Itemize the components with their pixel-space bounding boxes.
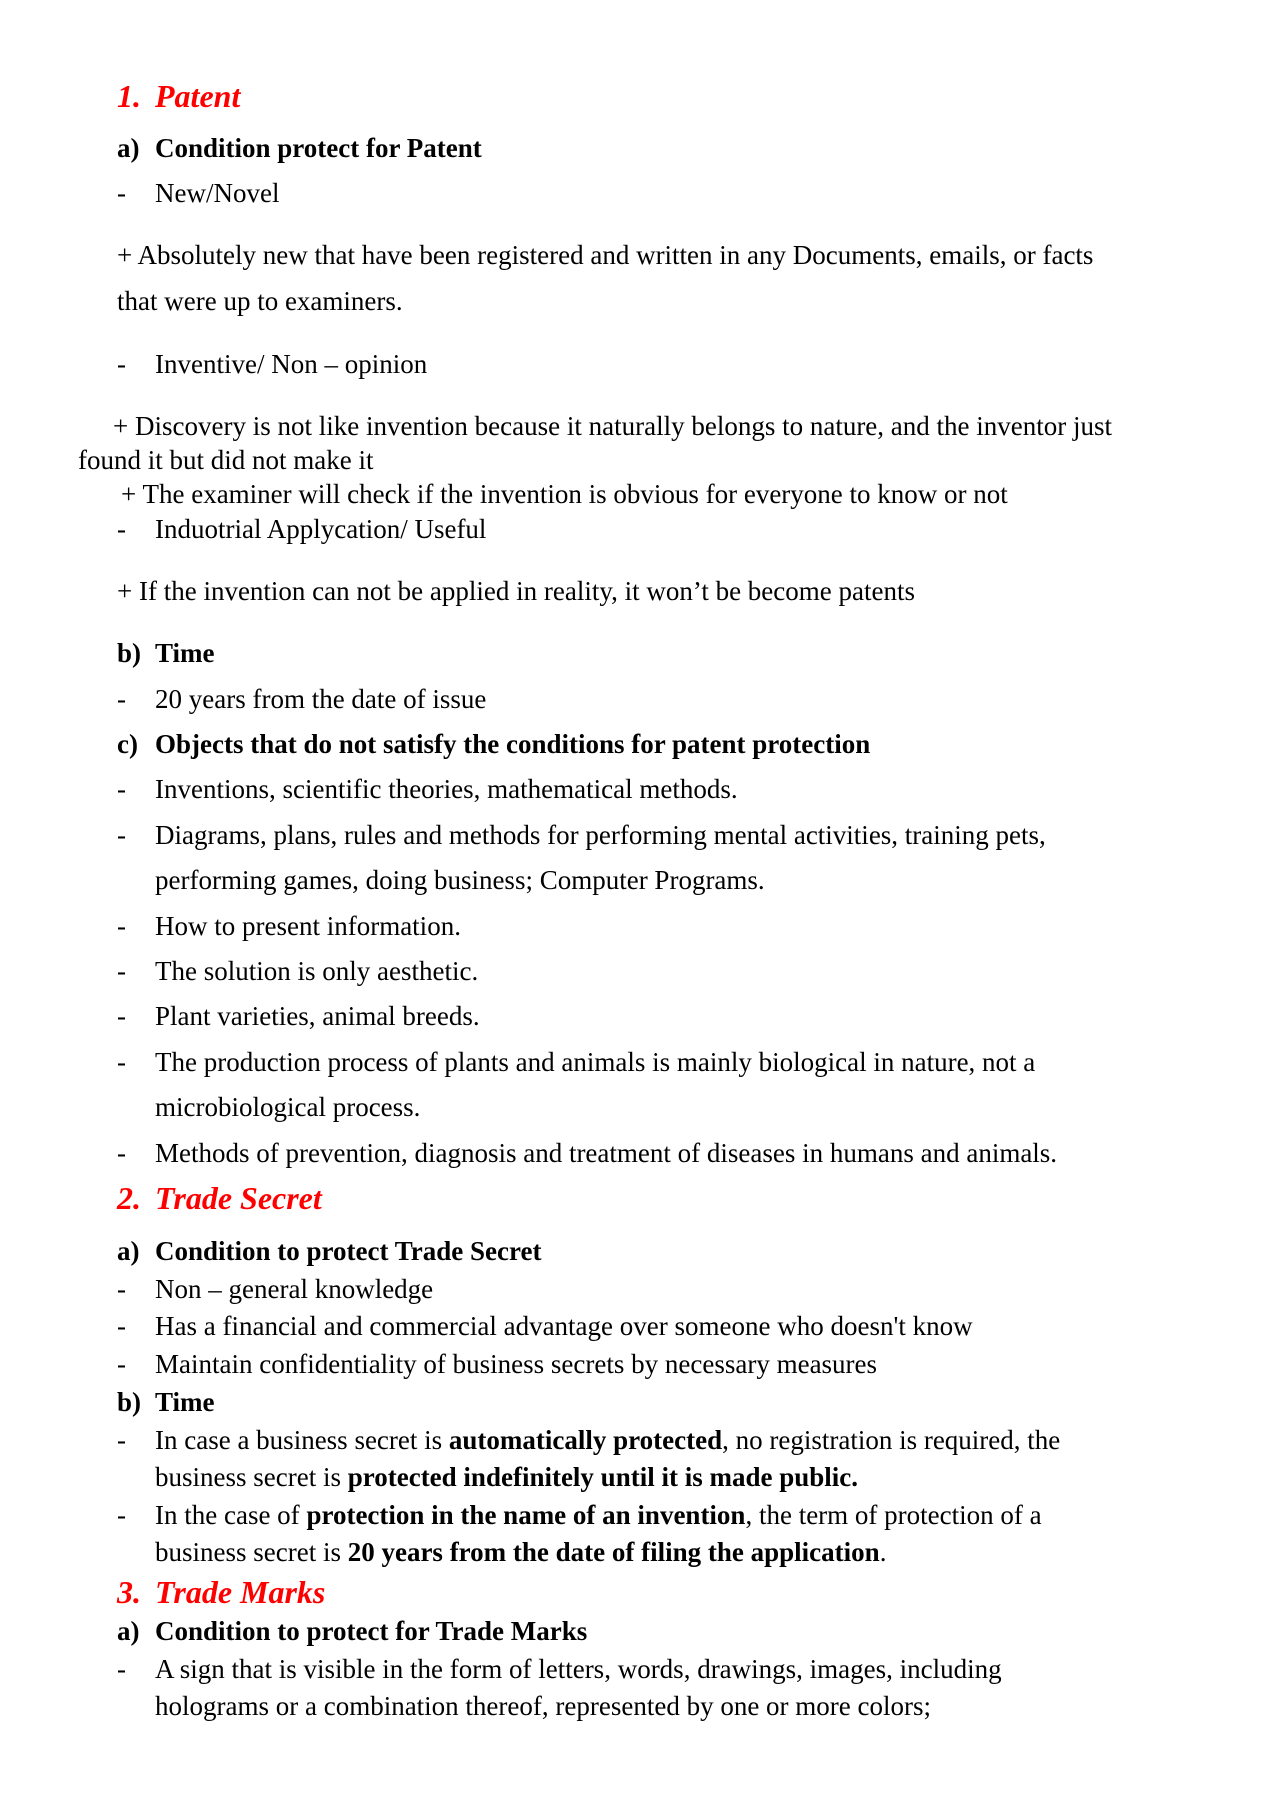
list-item: Non – general knowledge <box>155 1274 434 1304</box>
list-item: The solution is only aesthetic. <box>155 956 479 986</box>
bold-run: 20 years from the date of filing the application <box>347 1537 880 1567</box>
list-item: Diagrams, plans, rules and methods for performing mental activities, training pets, <box>155 820 1046 850</box>
list-item: Maintain confidentiality of business secrets by necessary measures <box>155 1349 878 1379</box>
subheading-text: Condition to protect Trade Secret <box>155 1236 542 1266</box>
list-dash: - <box>117 1349 126 1379</box>
text-run: , the term of protection of a <box>745 1500 1042 1530</box>
list-dash: - <box>117 1311 126 1341</box>
subheading-text: Condition protect for Patent <box>155 133 482 163</box>
list-item-continuation: performing games, doing business; Computer Programs. <box>155 865 765 895</box>
list-dash: - <box>117 514 126 544</box>
subheading-text: Time <box>155 638 215 668</box>
paragraph-line: + The examiner will check if the invention is obvious for everyone to know or not <box>121 479 1008 509</box>
list-item: The production process of plants and animals is mainly biological in nature, not a <box>155 1047 1036 1077</box>
list-item: A sign that is visible in the form of letters, words, drawings, images, including <box>155 1654 1002 1684</box>
paragraph-line: + Discovery is not like invention because it naturally belongs to nature, and the inventor just <box>113 411 1112 441</box>
subheading-patent-conditions <box>117 133 482 164</box>
subheading-patent-time <box>117 638 215 669</box>
list-dash: - <box>117 1138 126 1168</box>
text-run: In case a business secret is <box>155 1425 449 1455</box>
list-dash: - <box>117 1001 126 1031</box>
section-number: 1. <box>117 78 141 114</box>
subheading-text: Objects that do not satisfy the conditions for patent protection <box>155 729 871 759</box>
paragraph-line: + If the invention can not be applied in reality, it won’t be become patents <box>117 576 915 606</box>
list-dash: - <box>117 178 126 208</box>
section-heading-patent <box>117 78 240 115</box>
paragraph-line: that were up to examiners. <box>117 286 403 316</box>
section-heading-trade-secret <box>117 1180 322 1217</box>
list-dash: - <box>117 1654 126 1684</box>
list-dash: - <box>117 684 126 714</box>
subheading-label: b) <box>117 1387 142 1417</box>
section-number: 3. <box>117 1574 141 1610</box>
list-dash: - <box>117 956 126 986</box>
list-item: Has a financial and commercial advantage over someone who doesn't know <box>155 1311 973 1341</box>
list-item: Methods of prevention, diagnosis and treatment of diseases in humans and animals. <box>155 1138 1058 1168</box>
subheading-trade-secret-time <box>117 1387 215 1418</box>
paragraph-line: found it but did not make it <box>78 445 374 475</box>
list-item-continuation: microbiological process. <box>155 1092 421 1122</box>
subheading-label: b) <box>117 638 142 668</box>
list-item: Inventions, scientific theories, mathematical methods. <box>155 774 738 804</box>
list-item: Plant varieties, animal breeds. <box>155 1001 480 1031</box>
text-run: business secret is <box>155 1462 348 1492</box>
list-item <box>155 1425 1060 1456</box>
list-dash: - <box>117 774 126 804</box>
list-dash: - <box>117 1500 126 1530</box>
text-run: , no registration is required, the <box>722 1425 1061 1455</box>
list-dash: - <box>117 820 126 850</box>
list-dash: - <box>117 1274 126 1304</box>
list-dash: - <box>117 349 126 379</box>
text-run: In the case of <box>155 1500 307 1530</box>
list-dash: - <box>117 1047 126 1077</box>
list-item: Inventive/ Non – opinion <box>155 349 428 379</box>
list-dash: - <box>117 1425 126 1455</box>
section-title: Trade Secret <box>155 1180 322 1216</box>
text-run: business secret is <box>155 1537 348 1567</box>
list-item-continuation <box>155 1462 858 1493</box>
section-title: Trade Marks <box>155 1574 326 1610</box>
list-item <box>155 1500 1042 1531</box>
bold-run: protection in the name of an invention <box>306 1500 746 1530</box>
subheading-text: Condition to protect for Trade Marks <box>155 1616 588 1646</box>
section-number: 2. <box>117 1180 141 1216</box>
text-run: . <box>879 1537 887 1567</box>
list-item-continuation <box>155 1537 886 1568</box>
subheading-label: a) <box>117 1616 140 1646</box>
list-item: 20 years from the date of issue <box>155 684 487 714</box>
subheading-patent-objects <box>117 729 870 760</box>
list-item-continuation: holograms or a combination thereof, represented by one or more colors; <box>155 1691 931 1721</box>
subheading-label: a) <box>117 1236 140 1266</box>
subheading-trade-marks-conditions <box>117 1616 587 1647</box>
list-item: New/Novel <box>155 178 280 208</box>
bold-run: protected indefinitely until it is made public. <box>347 1462 858 1492</box>
bold-run: automatically protected <box>448 1425 723 1455</box>
subheading-trade-secret-conditions <box>117 1236 541 1267</box>
list-item: Induotrial Applycation/ Useful <box>155 514 487 544</box>
list-item: How to present information. <box>155 911 461 941</box>
section-title: Patent <box>155 78 241 114</box>
list-dash: - <box>117 911 126 941</box>
paragraph-line: + Absolutely new that have been registered and written in any Documents, emails, or facts <box>117 240 1094 270</box>
subheading-label: c) <box>117 729 138 759</box>
section-heading-trade-marks <box>117 1574 325 1611</box>
subheading-label: a) <box>117 133 140 163</box>
subheading-text: Time <box>155 1387 215 1417</box>
